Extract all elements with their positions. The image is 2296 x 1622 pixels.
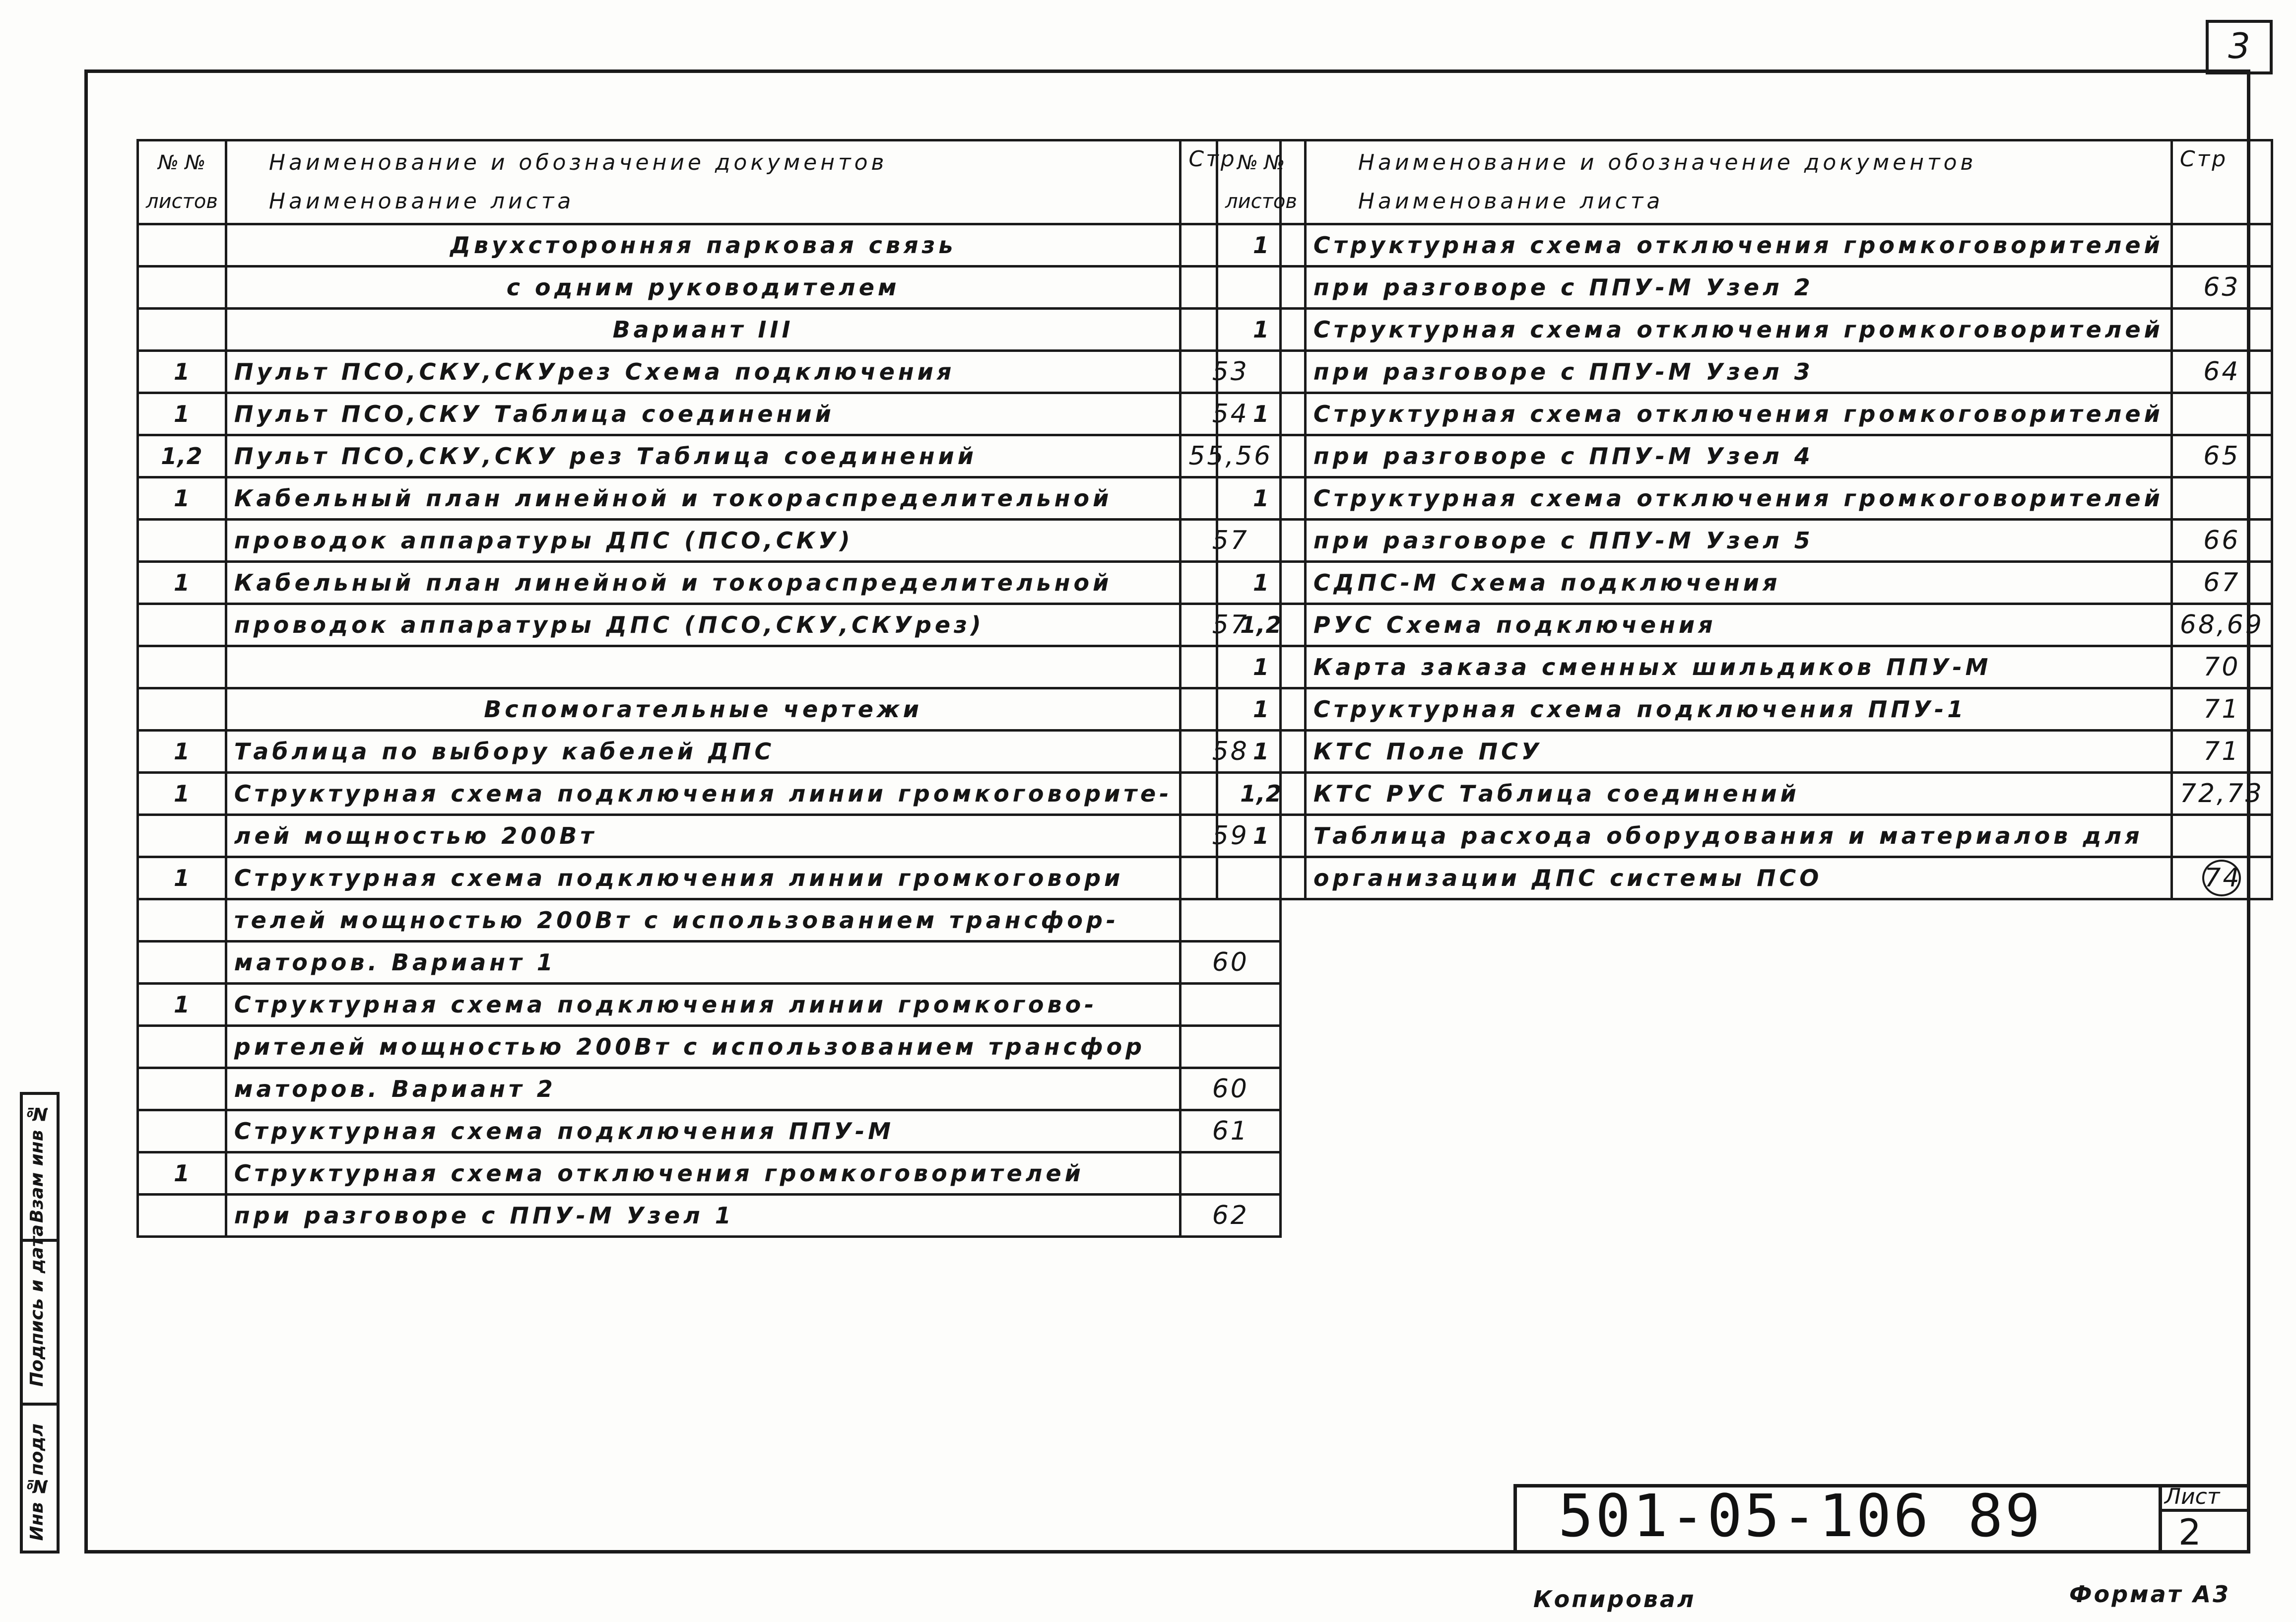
right-document-list-table: [1216, 139, 2273, 900]
row-title: телей мощностью 200Вт с использованием трансфор-: [226, 899, 1180, 942]
row-page: 62: [1181, 1195, 1281, 1237]
table-row: [138, 562, 1281, 604]
row-sheet-count: [138, 815, 226, 857]
table-row: [1217, 646, 2272, 688]
row-title: Структурная схема отключения громкоговорителей: [1305, 393, 2171, 435]
row-title: проводок аппаратуры ДПС (ПСО,СКУ,СКУрез): [226, 604, 1180, 646]
row-sheet-count: [138, 604, 226, 646]
row-title: Вариант III: [226, 309, 1180, 351]
row-sheet-count: [138, 1110, 226, 1152]
row-page: 55,56: [1181, 435, 1281, 477]
row-sheet-count: [1217, 857, 1306, 899]
row-page: 59: [1181, 815, 1281, 857]
row-sheet-count: 1: [138, 857, 226, 899]
row-sheet-count: 1: [1217, 815, 1306, 857]
header-name: [1305, 140, 2171, 224]
header-name-line2: Наименование листа: [268, 189, 575, 214]
row-page: 53: [1181, 351, 1281, 393]
row-page: 60: [1181, 942, 1281, 984]
row-title: Структурная схема отключения громкоговорителей: [1305, 477, 2171, 520]
row-page: 70: [2171, 646, 2272, 688]
sheet-label: Лист: [2165, 1484, 2220, 1509]
row-page: [2171, 857, 2272, 899]
row-sheet-count: 1: [138, 984, 226, 1026]
header-num-line1: № №: [158, 151, 206, 174]
row-sheet-count: 1: [1217, 393, 1306, 435]
table-row: [138, 984, 1281, 1026]
row-sheet-count: [138, 688, 226, 731]
side-label-replace: Взам инв №: [27, 1103, 47, 1223]
row-sheet-count: [138, 224, 226, 267]
row-sheet-count: [1217, 351, 1306, 393]
row-title: Кабельный план линейной и токораспределительной: [226, 562, 1180, 604]
row-title: с одним руководителем: [226, 267, 1180, 309]
row-title: Вспомогательные чертежи: [226, 688, 1180, 731]
row-page: 58: [1181, 731, 1281, 773]
table-row: [138, 688, 1281, 731]
left-table-header: [138, 140, 1281, 224]
row-page: 60: [1181, 1068, 1281, 1110]
header-page: Стр: [2171, 140, 2272, 224]
header-num: [138, 140, 226, 224]
side-label-sign: Подпись и дата: [27, 1224, 47, 1387]
table-row: [138, 815, 1281, 857]
row-title: Таблица по выбору кабелей ДПС: [226, 731, 1180, 773]
row-sheet-count: 1: [138, 1152, 226, 1195]
row-title: Структурная схема отключения громкоговорителей: [1305, 224, 2171, 267]
row-title: маторов. Вариант 1: [226, 942, 1180, 984]
table-row: [1217, 477, 2272, 520]
row-title: рителей мощностью 200Вт с использованием трансфор: [226, 1026, 1180, 1068]
table-row: [138, 1195, 1281, 1237]
row-page-circled: 74: [2202, 860, 2241, 896]
row-page: 61: [1181, 1110, 1281, 1152]
row-page: [1181, 1026, 1281, 1068]
row-title: проводок аппаратуры ДПС (ПСО,СКУ): [226, 520, 1180, 562]
table-row: [1217, 393, 2272, 435]
row-title: при разговоре с ППУ-М Узел 3: [1305, 351, 2171, 393]
row-title: Карта заказа сменных шильдиков ППУ-М: [1305, 646, 2171, 688]
row-sheet-count: 1: [1217, 731, 1306, 773]
row-sheet-count: 1: [1217, 646, 1306, 688]
row-page: 57: [1181, 520, 1281, 562]
table-row: [138, 1026, 1281, 1068]
side-label-inv: Инв №подл: [27, 1423, 47, 1541]
row-page: [1181, 1152, 1281, 1195]
row-sheet-count: [138, 942, 226, 984]
row-sheet-count: [138, 267, 226, 309]
table-row: [138, 224, 1281, 267]
table-row: [138, 1110, 1281, 1152]
row-page: [2171, 309, 2272, 351]
document-code: 501-05-106 89: [1558, 1482, 2042, 1550]
row-title: КТС Поле ПСУ: [1305, 731, 2171, 773]
row-sheet-count: 1: [138, 731, 226, 773]
table-row: [1217, 351, 2272, 393]
row-title: Таблица расхода оборудования и материалов для: [1305, 815, 2171, 857]
table-row: [1217, 604, 2272, 646]
row-sheet-count: [138, 646, 226, 688]
approval-side-column: [20, 1092, 60, 1554]
row-sheet-count: 1: [138, 477, 226, 520]
header-num-line1: № №: [1237, 151, 1285, 174]
copied-by-label: Копировал: [1533, 1586, 1696, 1613]
stamp-divider: [2159, 1484, 2162, 1554]
header-name: [226, 140, 1180, 224]
header-num-line2: листов: [146, 190, 218, 213]
right-table-header: [1217, 140, 2272, 224]
table-row: [138, 857, 1281, 899]
table-row: [138, 1152, 1281, 1195]
row-sheet-count: 1,2: [1217, 604, 1306, 646]
row-title: при разговоре с ППУ-М Узел 2: [1305, 267, 2171, 309]
table-row: [1217, 562, 2272, 604]
table-row: [1217, 520, 2272, 562]
row-page: [1181, 984, 1281, 1026]
row-page: 71: [2171, 688, 2272, 731]
row-sheet-count: [138, 1195, 226, 1237]
row-sheet-count: 1: [138, 773, 226, 815]
table-row: [1217, 688, 2272, 731]
table-row: [138, 646, 1281, 688]
row-title: Пульт ПСО,СКУ Таблица соединений: [226, 393, 1180, 435]
row-sheet-count: 1: [138, 351, 226, 393]
row-sheet-count: [138, 309, 226, 351]
row-page: [2171, 477, 2272, 520]
header-num-line2: листов: [1225, 190, 1297, 213]
table-row: [138, 267, 1281, 309]
row-title: Структурная схема подключения линии громкогово-: [226, 984, 1180, 1026]
row-sheet-count: [138, 899, 226, 942]
row-sheet-count: 1: [138, 393, 226, 435]
table-row: [1217, 309, 2272, 351]
row-title: Структурная схема отключения громкоговорителей: [226, 1152, 1180, 1195]
row-page: [1181, 899, 1281, 942]
row-page: [2171, 393, 2272, 435]
row-sheet-count: 1: [138, 562, 226, 604]
table-row: [1217, 435, 2272, 477]
row-sheet-count: [1217, 435, 1306, 477]
format-label: Формат А3: [2069, 1581, 2231, 1608]
row-title: при разговоре с ППУ-М Узел 5: [1305, 520, 2171, 562]
row-title: Двухсторонняя парковая связь: [226, 224, 1180, 267]
left-document-list-table: [136, 139, 1282, 1238]
row-sheet-count: [1217, 520, 1306, 562]
table-row: [138, 731, 1281, 773]
header-page: Стр: [1181, 140, 1281, 224]
top-sheet-number: 3: [2206, 20, 2273, 74]
row-page: [2171, 224, 2272, 267]
table-row: [1217, 267, 2272, 309]
row-title: при разговоре с ППУ-М Узел 4: [1305, 435, 2171, 477]
table-row: [1217, 773, 2272, 815]
row-title: маторов. Вариант 2: [226, 1068, 1180, 1110]
row-page: 68,69: [2171, 604, 2272, 646]
row-title: лей мощностью 200Вт: [226, 815, 1180, 857]
row-page: 64: [2171, 351, 2272, 393]
row-sheet-count: [138, 520, 226, 562]
row-page: 66: [2171, 520, 2272, 562]
row-sheet-count: [138, 1026, 226, 1068]
row-sheet-count: [1217, 267, 1306, 309]
table-row: [138, 309, 1281, 351]
row-page: [2171, 815, 2272, 857]
table-row: [1217, 731, 2272, 773]
row-page: 72,73: [2171, 773, 2272, 815]
row-title: Структурная схема подключения линии громкоговорите-: [226, 773, 1180, 815]
row-title: Структурная схема подключения линии громкоговори: [226, 857, 1180, 899]
table-row: [138, 351, 1281, 393]
row-title: Структурная схема подключения ППУ-1: [1305, 688, 2171, 731]
row-sheet-count: 1,2: [1217, 773, 1306, 815]
row-sheet-count: 1: [1217, 309, 1306, 351]
row-page: 63: [2171, 267, 2272, 309]
row-sheet-count: 1,2: [138, 435, 226, 477]
row-sheet-count: 1: [1217, 688, 1306, 731]
table-row: [138, 1068, 1281, 1110]
table-row: [138, 942, 1281, 984]
row-page: 67: [2171, 562, 2272, 604]
table-row: [138, 393, 1281, 435]
row-title: Пульт ПСО,СКУ,СКУ рез Таблица соединений: [226, 435, 1180, 477]
header-name-line1: Наименование и обозначение документов: [268, 150, 888, 175]
table-row: [1217, 224, 2272, 267]
row-title: при разговоре с ППУ-М Узел 1: [226, 1195, 1180, 1237]
row-page: 57: [1181, 604, 1281, 646]
table-row: [1217, 857, 2272, 899]
table-row: [138, 899, 1281, 942]
sheet-number: 2: [2178, 1511, 2201, 1553]
row-sheet-count: [138, 1068, 226, 1110]
row-title: РУС Схема подключения: [1305, 604, 2171, 646]
row-sheet-count: 1: [1217, 562, 1306, 604]
row-title: организации ДПС системы ПСО: [1305, 857, 2171, 899]
row-sheet-count: 1: [1217, 224, 1306, 267]
row-title: Структурная схема подключения ППУ-М: [226, 1110, 1180, 1152]
row-title: КТС РУС Таблица соединений: [1305, 773, 2171, 815]
row-title: Структурная схема отключения громкоговорителей: [1305, 309, 2171, 351]
row-title: СДПС-М Схема подключения: [1305, 562, 2171, 604]
table-row: [138, 520, 1281, 562]
row-title: [226, 646, 1180, 688]
table-row: [138, 604, 1281, 646]
header-name-line2: Наименование листа: [1358, 189, 1664, 214]
table-row: [1217, 815, 2272, 857]
table-row: [138, 435, 1281, 477]
row-sheet-count: 1: [1217, 477, 1306, 520]
table-row: [138, 773, 1281, 815]
row-page: 71: [2171, 731, 2272, 773]
header-name-line1: Наименование и обозначение документов: [1358, 150, 1977, 175]
header-num: [1217, 140, 1306, 224]
row-page: 54: [1181, 393, 1281, 435]
row-title: Кабельный план линейной и токораспределительной: [226, 477, 1180, 520]
table-row: [138, 477, 1281, 520]
row-page: 65: [2171, 435, 2272, 477]
row-title: Пульт ПСО,СКУ,СКУрез Схема подключения: [226, 351, 1180, 393]
